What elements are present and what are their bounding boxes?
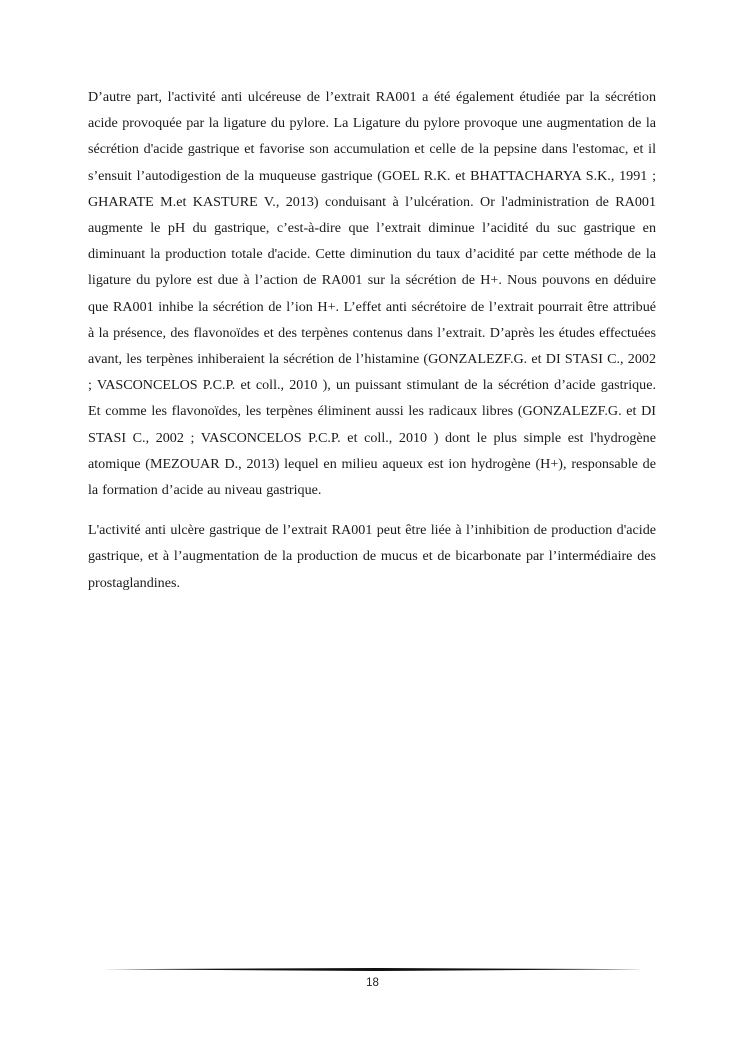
paragraph-1: D’autre part, l'activité anti ulcéreuse de l’extrait RA001 a été également étudiée par la sécrétion acide provoquée par la ligature du pylore. La Ligature du pylore provoque une augmentation de la sécrétion d'acide gastrique et favorise son accumulation et celle de la pepsine dans l'estomac, et il s’ensuit l’autodigestion de la muqueuse gastrique (GOEL R.K. et BHATTACHARYA S.K., 1991 ; GHARATE M.et KASTURE V., 2013) conduisant à l’ulcération. Or l'administration de RA001 augmente le pH du gastrique, c’est-à-dire que l’extrait diminue l’acidité du suc gastrique en diminuant la production totale d'acide. Cette diminution du taux d’acidité par cette méthode de la ligature du pylore est due à l’action de RA001 sur la sécrétion de H+. Nous pouvons en déduire que RA001 inhibe la sécrétion de l’ion H+. L’effet anti sécrétoire de l’extrait pourrait être attribué à la présence, des flavonoïdes et des terpènes contenus dans l’extrait. D’après les études effectuées avant, les terpènes inhiberaient la sécrétion de l’histamine (GONZALEZF.G. et DI STASI C., 2002 ; VASCONCELOS P.C.P. et coll., 2010 ), un puissant stimulant de la sécrétion d’acide gastrique. Et comme les flavonoïdes, les terpènes éliminent aussi les radicaux libres (GONZALEZF.G. et DI STASI C., 2002 ; VASCONCELOS P.C.P. et coll., 2010 ) dont le plus simple est l'hydrogène atomique (MEZOUAR D., 2013) lequel en milieu aqueux est ion hydrogène (H+), responsable de la formation d’acide au niveau gastrique. bbox=[88, 89, 656, 499]
footer-divider bbox=[103, 968, 642, 971]
page-body bbox=[88, 84, 656, 596]
page-number: 18 bbox=[366, 977, 379, 989]
paragraph-2: L'activité anti ulcère gastrique de l’extrait RA001 peut être liée à l’inhibition de production d'acide gastrique, et à l’augmentation de la production de mucus et de bicarbonate par l’intermédiaire des prostaglandines. bbox=[88, 522, 656, 591]
